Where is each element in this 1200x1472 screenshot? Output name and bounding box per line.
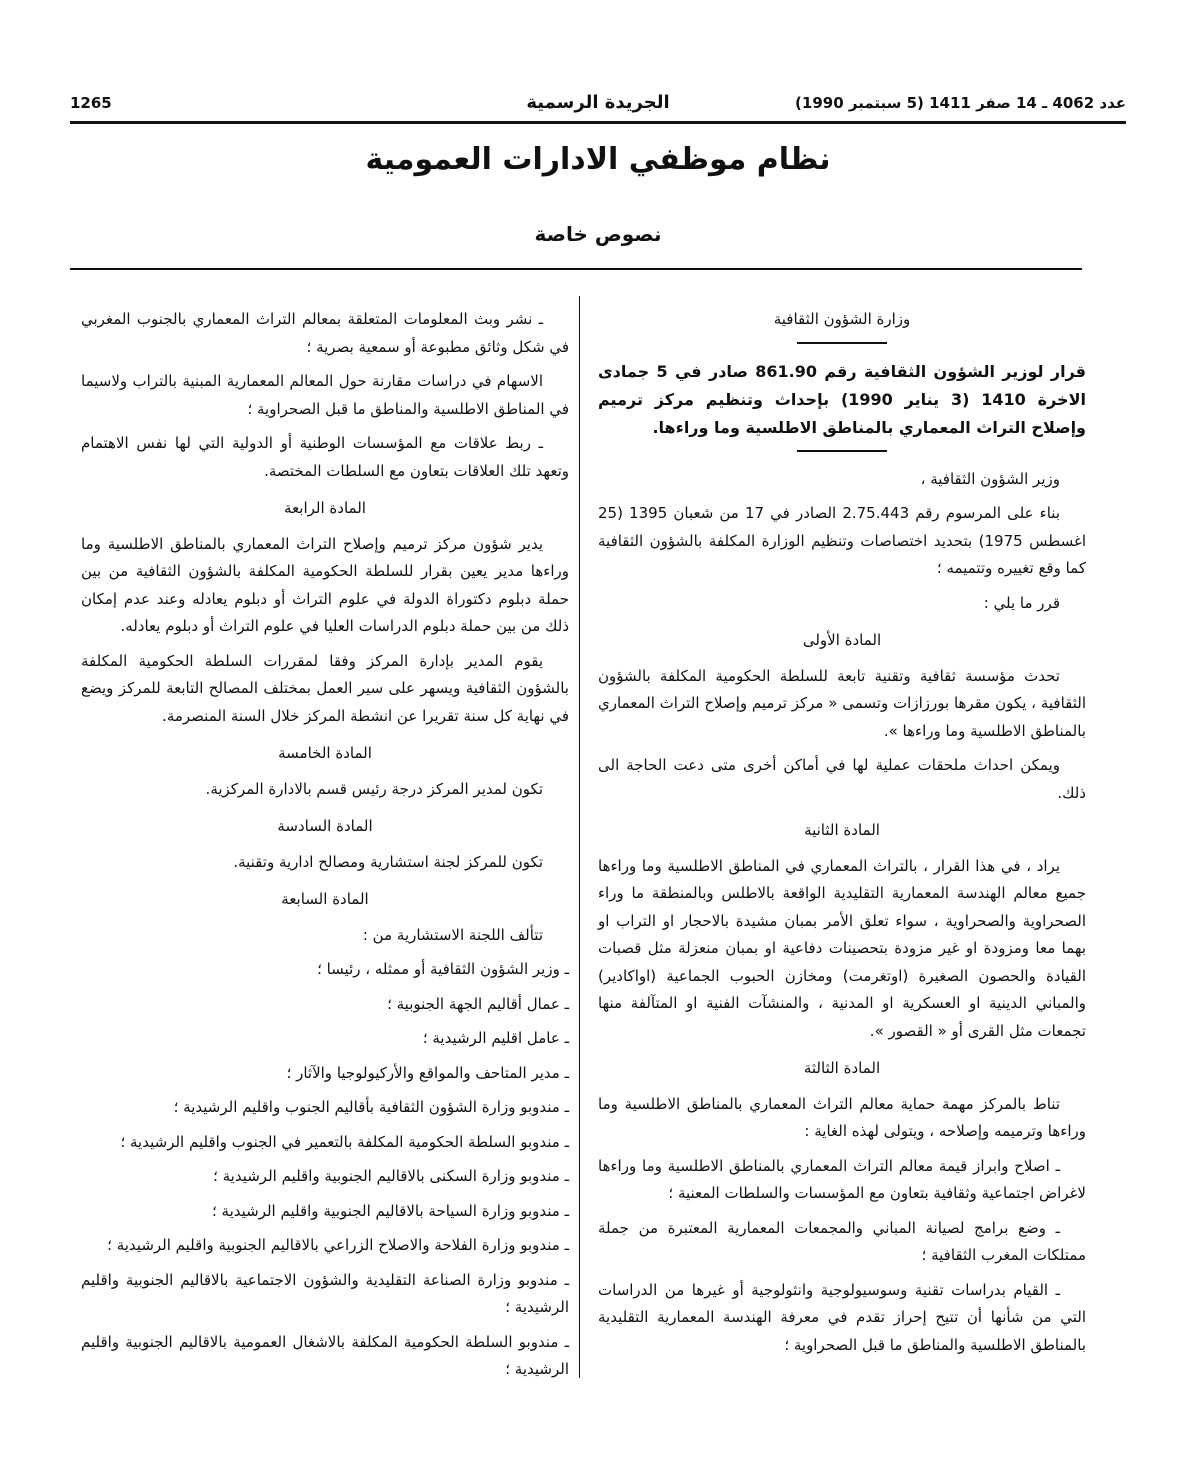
article-3-intro: تناط بالمركز مهمة حماية معالم التراث المعماري بالمناطق الاطلسية وما وراءها وترميمه وإصلاحه ، ويتولى لهذه الغاية :	[598, 1094, 1086, 1140]
section-rule	[70, 268, 1082, 270]
issue-info: عدد 4062 ـ 14 صفر 1411 (5 سبتمبر 1990)	[795, 94, 1126, 112]
ministry-rule	[797, 342, 887, 344]
article-1-title: المادة الأولى	[802, 631, 882, 649]
committee-member: ـ مندوبو السلطة الحكومية المكلفة بالتعمير في الجنوب واقليم الرشيدية ؛	[120, 1132, 569, 1151]
article-2-paragraph: يراد ، في هذا القرار ، بالتراث المعماري في المناطق الاطلسية وما وراءها جميع معالم الهندسة المعمارية التقليدية الواقعة بالاطلس وبالمنطقة ما وراء الصحراوية والصحراوية ، سواء تعلق الأمر بمبان مشيدة بالاحجار او التراب او بهما معا ومزودة او غير مزودة بتحصينات دفاعية او بمبان منعزلة مثل قصبات القيادة والحصون الصغيرة (اوتغرمت) ومخازن الحبوب الجماعية (اواكادير) والمباني الدينية او العسكرية او المدنية ، والمنشآت الفنية او المتآلفة منها تجمعات مثل القرى أو « القصور ».	[598, 856, 1086, 1040]
committee-member: ـ وزير الشؤون الثقافية أو ممثله ، رئيسا ؛	[317, 960, 569, 978]
committee-member: ـ عمال أقاليم الجهة الجنوبية ؛	[387, 994, 569, 1013]
article-5-title: المادة الخامسة	[278, 744, 372, 762]
committee-member: ـ مدير المتاحف والمواقع والأركيولوجيا والآثار ؛	[286, 1063, 569, 1082]
article-3-item: ـ ربط علاقات مع المؤسسات الوطنية أو الدولية التي لها نفس الاهتمام وتعهد تلك العلاقات بتعاون مع السلطات المختصة.	[81, 434, 569, 480]
article-6-title: المادة السادسة	[277, 817, 373, 835]
main-title: نظام موظفي الادارات العمومية	[365, 142, 831, 177]
ministry-name: وزارة الشؤون الثقافية	[773, 310, 911, 328]
committee-member: ـ مندوبو وزارة السكنى بالاقاليم الجنوبية واقليم الرشيدية ؛	[213, 1167, 569, 1185]
article-1-paragraph-2: ويمكن احداث ملحقات عملية لها في أماكن أخرى متى دعت الحاجة الى ذلك.	[598, 756, 1086, 802]
article-5-paragraph: تكون لمدير المركز درجة رئيس قسم بالادارة المركزية.	[205, 779, 543, 798]
article-4-title: المادة الرابعة	[284, 499, 366, 517]
gazette-name: الجريدة الرسمية	[526, 92, 670, 113]
article-3-item: ـ اصلاح وابراز قيمة معالم التراث المعماري بالمناطق الاطلسية وما وراءها لاغراض اجتماعية وثقافية بتعاون مع المؤسسات والسلطات المعنية ؛	[598, 1156, 1086, 1202]
article-3-item: الاسهام في دراسات مقارنة حول المعالم المعمارية المبنية بالتراب ولاسيما في المناطق الاطلسية والمناطق ما قبل الصحراوية ؛	[81, 372, 569, 418]
article-6-paragraph: تكون للمركز لجنة استشارية ومصالح ادارية وتقنية.	[233, 852, 543, 871]
header-rule	[70, 121, 1126, 124]
committee-member: ـ عامل اقليم الرشيدية ؛	[422, 1029, 569, 1047]
decides-line: قرر ما يلي :	[983, 593, 1060, 612]
left-column	[81, 306, 569, 1391]
article-1-paragraph-1: تحدث مؤسسة ثقافية وتقنية تابعة للسلطة الحكومية المكلفة بالشؤون الثقافية ، يكون مقرها بورزازات وتسمى « مركز ترميم وإصلاح التراث المعماري بالمناطق الاطلسية وما وراءها ».	[598, 666, 1086, 740]
page-number: 1265	[70, 94, 112, 112]
article-3-item: ـ نشر وبث المعلومات المتعلقة بمعالم التراث المعماري بالجنوب المغربي في شكل وثائق مطبوعة أو سمعية بصرية ؛	[81, 310, 569, 356]
article-3-item: ـ وضع برامج لصيانة المباني والمجمعات المعمارية المعتبرة من جملة ممتلكات المغرب الثقافية ؛	[598, 1218, 1086, 1264]
committee-member: ـ مندوبو وزارة الصناعة التقليدية والشؤون الاجتماعية بالاقاليم الجنوبية واقليم الرشيدية ؛	[81, 1270, 569, 1316]
committee-member: ـ مندوبو وزارة الشؤون الثقافية بأقاليم الجنوب واقليم الرشيدية ؛	[173, 1098, 569, 1116]
committee-member: ـ مندوبو وزارة السياحة بالاقاليم الجنوبية واقليم الرشيدية ؛	[211, 1201, 569, 1220]
decree-title: قرار لوزير الشؤون الثقافية رقم 861.90 صادر في 5 جمادى الاخرة 1410 (3 يناير 1990) بإحداث وتنظيم مركز ترميم وإصلاح التراث المعماري بالمناطق الاطلسية وما وراءها.	[598, 361, 1086, 437]
section-title: نصوص خاصة	[534, 222, 662, 246]
committee-member: ـ مندوبو وزارة الفلاحة والاصلاح الزراعي بالاقاليم الجنوبية واقليم الرشيدية ؛	[107, 1236, 569, 1254]
column-divider	[579, 296, 580, 1378]
article-7-title: المادة السابعة	[281, 890, 369, 908]
running-header	[70, 92, 1126, 118]
article-3-title: المادة الثالثة	[803, 1059, 881, 1077]
committee-member: ـ مندوبو السلطة الحكومية المكلفة بالاشغال العمومية بالاقاليم الجنوبية واقليم الرشيدية ؛	[81, 1332, 569, 1378]
article-2-title: المادة الثانية	[804, 821, 880, 839]
preamble: بناء على المرسوم رقم 2.75.443 الصادر في 17 من شعبان 1395 (25 اغسطس 1975) بتحديد اختصاصات وتنظيم الوزارة المكلفة بالشؤون الثقافية كما وقع تغييره وتتميمه ؛	[598, 504, 1087, 577]
minister-line: وزير الشؤون الثقافية ،	[920, 469, 1060, 488]
decree-rule	[797, 450, 887, 452]
right-column	[598, 306, 1086, 1366]
article-4-paragraph-2: يقوم المدير بإدارة المركز وفقا لمقررات السلطة الحكومية المكلفة بالشؤون الثقافية ويسهر على سير العمل بمختلف المصالح التابعة للمركز ويضع في نهاية كل سنة تقريرا عن انشطة المركز خلال السنة المنصرمة.	[81, 651, 569, 725]
article-4-paragraph-1: يدير شؤون مركز ترميم وإصلاح التراث المعماري بالمناطق الاطلسية وما وراءها مدير يعين بقرار للسلطة الحكومية المكلفة بالشؤون الثقافية من بين حملة دبلوم دكتوراة الدولة في علوم التراث أو دبلوم يعادله وعند عدم إمكان ذلك من بين حملة دبلوم الدراسات العليا في علوم التراث أو دبلوم يعادله.	[81, 534, 569, 635]
article-3-item: ـ القيام بدراسات تقنية وسوسيولوجية وانثولوجية أو غيرها من الدراسات التي من شأنها أن تتيح إحراز تقدم في معرفة الهندسة المعمارية التقليدية بالمناطق الاطلسية والمناطق ما قبل الصحراوية ؛	[598, 1280, 1086, 1354]
article-7-intro: تتألف اللجنة الاستشارية من :	[362, 925, 543, 944]
committee-members-list	[81, 956, 569, 1384]
